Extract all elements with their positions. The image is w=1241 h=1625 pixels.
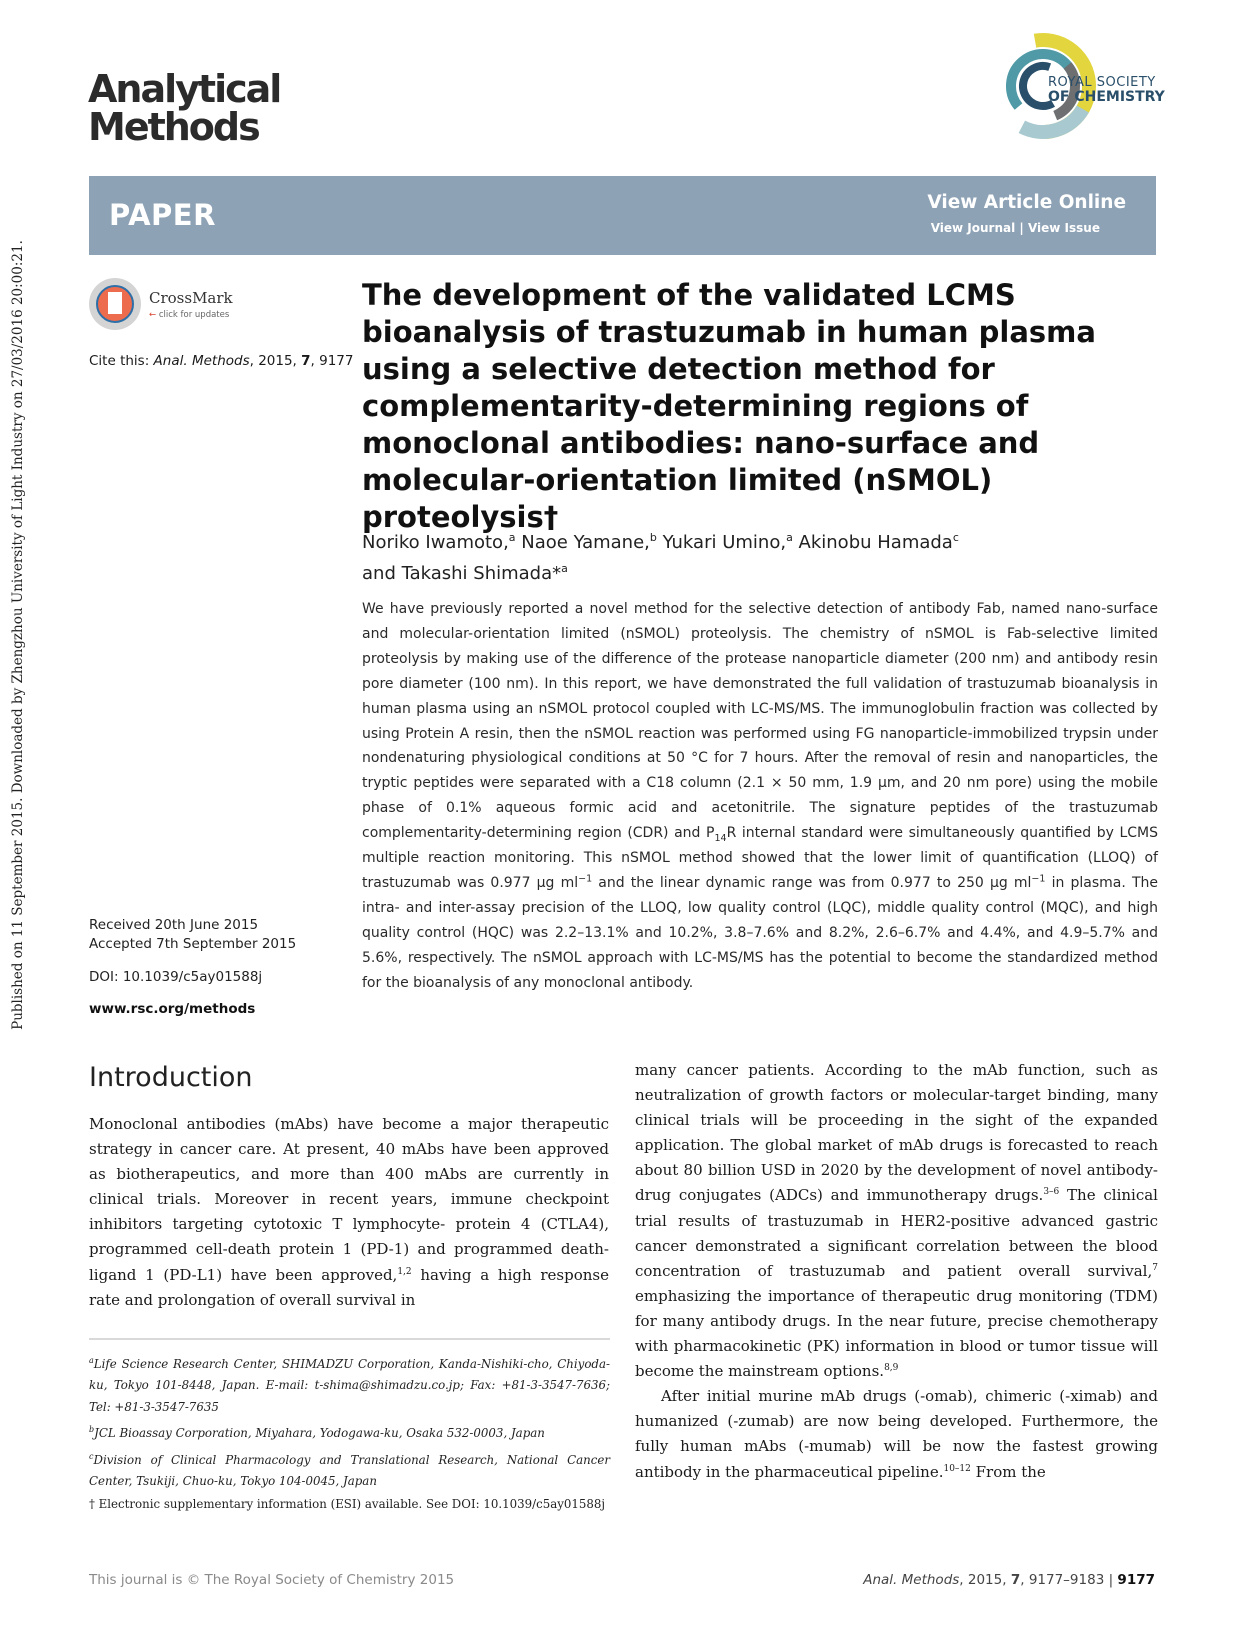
- body-text: having a high response rate and prolongation of overall survival in: [89, 1265, 609, 1309]
- rsc-wordmark-line1: ROYAL SOCIETY: [1048, 75, 1156, 90]
- footnote-text: Life Science Research Center, SHIMADZU Corporation, Kanda-Nishiki-cho, Chiyoda-ku, Tokyo 101-8448, Japan. E-mail: t-shima@shimadzu.co.jp; Fax: +81-3-3547-7636; Tel: +81-3-3547-7635: [89, 1356, 610, 1414]
- view-links: [931, 221, 1100, 235]
- author-name: Noriko Iwamoto,: [362, 532, 509, 553]
- crossmark-button[interactable]: [89, 278, 369, 334]
- author-name: Naoe Yamane,: [515, 532, 650, 553]
- reference-link[interactable]: 8,9: [884, 1363, 899, 1374]
- footer-pages: , 9177–9183: [1020, 1572, 1105, 1588]
- body-text: Monoclonal antibodies (mAbs) have become a major therapeutic strategy in cancer care. At present, 40 mAbs have been approved as biotherapeutics, and more than 400 mAbs are currently in clinical trials. Moreover in recent years, immune checkpoint inhibitors targeting cytotoxic T lymphocyte- protein 4 (CTLA4), programmed cell-death protein 1 (PD-1) and programmed death-ligand 1 (PD-L1) have been approved,: [89, 1115, 609, 1284]
- abstract-text: in plasma. The intra- and inter-assay precision of the LLOQ, low quality control (LQC), middle quality control (MQC), and high quality control (HQC) was 2.2–13.1% and 10.2%, 3.8–7.6% and 8.2%, 2.6–6.7% and 4.4%, and 4.9–5.7% and 5.6%, respectively. The nSMOL approach with LC-MS/MS has the potential to become the standardized method for the bioanalysis of any monoclonal antibody.: [362, 874, 1158, 991]
- abstract-superscript: −1: [1031, 873, 1046, 885]
- footnote-esi: † Electronic supplementary information (ESI) available. See DOI: 10.1039/c5ay01588j: [89, 1496, 606, 1511]
- body-text: From the: [970, 1462, 1046, 1481]
- article-title: The development of the validated LCMS bioanalysis of trastuzumab in human plasma using a selective detection method for complementarity-determining regions of monoclonal antibodies: nano-surface and molecular-orientation limited (nSMOL) proteolysis†: [362, 278, 1096, 534]
- article-type-label: PAPER: [109, 198, 216, 232]
- download-note: [6, 235, 30, 1035]
- view-journal-link[interactable]: View Journal: [930, 221, 1016, 235]
- affiliation-mark: b: [649, 531, 657, 544]
- crossmark-subtitle: [149, 310, 229, 320]
- body-column-right: [635, 1058, 1158, 1485]
- body-paragraph: [635, 1384, 1158, 1484]
- crossmark-icon: [89, 278, 141, 330]
- citation-prefix: Cite this:: [89, 353, 150, 369]
- footnote-mark: b: [89, 1425, 95, 1435]
- abstract-subscript: 14: [714, 832, 727, 844]
- footer-separator: |: [1104, 1572, 1118, 1588]
- body-text: The clinical trial results of trastuzumab in HER2-positive advanced gastric cancer demonstrated a significant correlation between the blood concentration of trastuzumab and patient overall survival,: [635, 1186, 1158, 1280]
- abstract-text: R internal standard were simultaneously quantified by LCMS multiple reaction monitoring. This nSMOL method showed that the lower limit of quantification (LLOQ) of trastuzumab was 0.977 μg ml: [362, 825, 1158, 891]
- author-name: and Takashi Shimada*: [362, 563, 562, 584]
- citation-journal: Anal. Methods: [153, 353, 250, 369]
- footer-citation: [863, 1572, 1155, 1588]
- reference-link[interactable]: 10–12: [943, 1463, 971, 1474]
- author-list: [362, 525, 1142, 587]
- article-dates: [89, 916, 296, 954]
- affiliation-mark: a: [508, 531, 516, 544]
- arrow-left-icon: ←: [149, 310, 157, 320]
- citation-year: , 2015,: [249, 353, 302, 369]
- download-note-text: Published on 11 September 2015. Downloaded by Zhengzhou University of Light Industry on 27/03/2016 20:00:21.: [10, 240, 27, 1030]
- abstract-superscript: −1: [578, 873, 593, 885]
- body-text: emphasizing the importance of therapeutic drug monitoring (TDM) for many antibody drugs. In the near future, precise chemotherapy with pharmacokinetic (PK) information in blood or tumor tissue will become the mainstream options.: [635, 1286, 1158, 1381]
- author-name: Yukari Umino,: [656, 532, 787, 553]
- journal-url-link[interactable]: www.rsc.org/methods: [89, 1001, 256, 1017]
- body-paragraph: [89, 1112, 609, 1313]
- affiliation-mark: c: [952, 531, 959, 544]
- footnote-affiliation-c: [89, 1446, 610, 1493]
- author-name: Akinobu Hamada: [792, 532, 953, 553]
- abstract-text: We have previously reported a novel method for the selective detection of antibody Fab, named nano-surface and molecular-orientation limited (nSMOL) proteolysis. The chemistry of nSMOL is Fab-selective limited proteolysis by making use of the difference of the protease nanoparticle diameter (200 nm) and antibody resin pore diameter (100 nm). In this report, we have demonstrated the full validation of trastuzumab bioanalysis in human plasma using an nSMOL protocol coupled with LC-MS/MS. The immunoglobulin fraction was collected by using Protein A resin, then the nSMOL reaction was performed using FG nanoparticle-immobilized trypsin under nondenaturing physiological conditions at 50 °C for 7 hours. After the removal of resin and nanoparticles, the tryptic peptides were separated with a C18 column (2.1 × 50 mm, 1.9 μm, and 20 nm pore) using the mobile phase of 0.1% aqueous formic acid and acetonitrile. The signature peptides of the trastuzumab complementarity-determining region (CDR) and P: [362, 601, 1158, 842]
- rsc-wordmark-line2: OF CHEMISTRY: [1048, 89, 1165, 105]
- citation: [89, 353, 354, 369]
- footnotes: [89, 1350, 610, 1515]
- footer-copyright: This journal is © The Royal Society of Chemistry 2015: [89, 1572, 455, 1588]
- journal-title-line1: Analytical: [88, 67, 281, 111]
- footnote-text: JCL Bioassay Corporation, Miyahara, Yodogawa-ku, Osaka 532-0003, Japan: [94, 1426, 545, 1441]
- rsc-wordmark: [1048, 75, 1165, 105]
- footer-journal: Anal. Methods: [863, 1572, 960, 1588]
- received-date: Received 20th June 2015: [89, 917, 259, 933]
- footnote-affiliation-a: [89, 1350, 610, 1418]
- view-issue-link[interactable]: View Issue: [1027, 221, 1100, 235]
- citation-page: , 9177: [310, 353, 354, 369]
- body-text: many cancer patients. According to the mAb function, such as neutralization of growth factors or molecular-target binding, many clinical trials will be proceeding in the sight of the expanded application. The global market of mAb drugs is forecasted to reach about 80 billion USD in 2020 by the development of novel antibody-drug conjugates (ADCs) and immunotherapy drugs.: [635, 1061, 1158, 1205]
- journal-title-line2: Methods: [88, 105, 259, 149]
- affiliation-mark: a: [561, 562, 568, 575]
- doi: DOI: 10.1039/c5ay01588j: [89, 969, 263, 985]
- body-column-left: [89, 1112, 609, 1313]
- crossmark-title: CrossMark: [149, 289, 233, 307]
- reference-link[interactable]: 7: [1152, 1262, 1158, 1273]
- view-article-online-link[interactable]: View Article Online: [927, 192, 1126, 213]
- footnote-affiliation-b: [89, 1419, 610, 1444]
- footer-year: , 2015,: [959, 1572, 1011, 1588]
- crossmark-subtitle-text: click for updates: [158, 310, 230, 320]
- body-text: After initial murine mAb drugs (-omab), chimeric (-ximab) and humanized (-zumab) are now being developed. Furthermore, the fully human mAbs (-mumab) will be now the fastest growing antibody in the pharmaceutical pipeline.: [635, 1387, 1158, 1481]
- abstract: [362, 597, 1158, 996]
- link-separator: |: [1019, 221, 1024, 235]
- article-banner: [89, 176, 1156, 255]
- footnote-divider: [89, 1338, 610, 1340]
- section-heading-introduction: Introduction: [89, 1062, 253, 1093]
- footnote-text: Division of Clinical Pharmacology and Translational Research, National Cancer Center, Tsukiji, Chuo-ku, Tokyo 104-0045, Japan: [89, 1452, 610, 1489]
- reference-link[interactable]: 3–6: [1043, 1187, 1060, 1198]
- journal-title: [88, 67, 388, 149]
- page-number: 9177: [1117, 1572, 1155, 1588]
- body-paragraph: [635, 1058, 1158, 1384]
- reference-link[interactable]: 1,2: [397, 1266, 412, 1277]
- citation-volume: 7: [301, 353, 311, 369]
- footer-volume: 7: [1010, 1572, 1021, 1588]
- accepted-date: Accepted 7th September 2015: [89, 936, 297, 952]
- affiliation-mark: a: [786, 531, 793, 544]
- footnote-mark: c: [89, 1451, 94, 1461]
- footnote-mark: a: [89, 1356, 94, 1365]
- abstract-text: and the linear dynamic range was from 0.977 to 250 μg ml: [592, 874, 1032, 891]
